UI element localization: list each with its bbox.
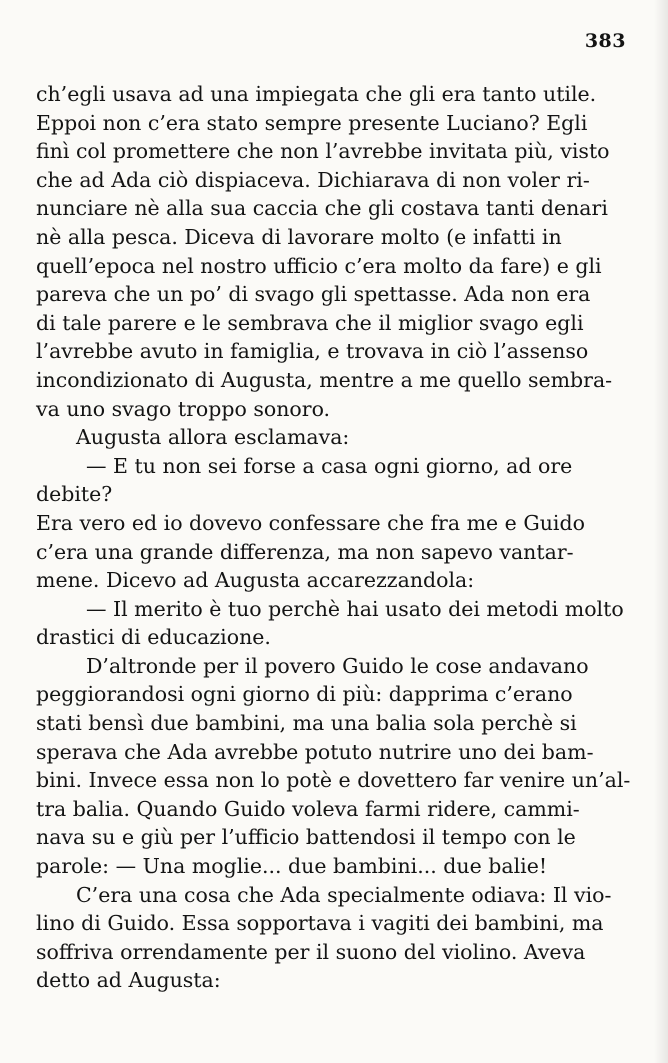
text-line: c’era una grande differenza, ma non sapevo vantar-	[36, 539, 574, 564]
text-line: D’altronde per il povero Guido le cose andavano	[86, 653, 589, 678]
body-text	[36, 80, 631, 995]
text-line: Eppoi non c’era stato sempre presente Luciano? Egli	[36, 110, 588, 135]
text-line: nunciare nè alla sua caccia che gli costava tanti denari	[36, 196, 608, 221]
text-line: pareva che un po’ di svago gli spettasse. Ada non era	[36, 282, 591, 307]
text-line: nè alla pesca. Diceva di lavorare molto (e infatti in	[36, 224, 562, 249]
text-line: debite?	[36, 482, 113, 507]
dialogue-line: — Il merito è tuo perchè hai usato dei metodi molto	[86, 596, 624, 621]
page-edge-shadow	[654, 0, 668, 1063]
text-line: drastici di educazione.	[36, 625, 271, 650]
text-line: lino di Guido. Essa sopportava i vagiti dei bambini, ma	[36, 911, 604, 936]
text-line: peggiorandosi ogni giorno di più: dapprima c’erano	[36, 682, 573, 707]
text-line: Era vero ed io dovevo confessare che fra me e Guido	[36, 510, 585, 535]
text-line: soffriva orrendamente per il suono del violino. Aveva	[36, 939, 586, 964]
text-line: sperava che Ada avrebbe potuto nutrire uno dei bam-	[36, 739, 594, 764]
text-line: ch’egli usava ad una impiegata che gli era tanto utile.	[36, 82, 597, 106]
text-line: nava su e giù per l’ufficio battendosi il tempo con le	[36, 825, 576, 850]
text-line: C’era una cosa che Ada specialmente odiava: Il vio-	[76, 882, 612, 907]
page-number: 383	[584, 30, 626, 52]
text-line: incondizionato di Augusta, mentre a me quello sembra-	[36, 367, 613, 392]
text-line: finì col promettere che non l’avrebbe invitata più, visto	[36, 139, 610, 164]
text-line: detto ad Augusta:	[36, 968, 221, 993]
text-line: l’avrebbe avuto in famiglia, e trovava in ciò l’assenso	[36, 339, 589, 364]
dialogue-line: — E tu non sei forse a casa ogni giorno, ad ore	[86, 453, 573, 478]
text-line: bini. Invece essa non lo potè e dovettero far venire un’al-	[36, 768, 631, 793]
text-line: di tale parere e le sembrava che il miglior svago egli	[36, 310, 584, 335]
text-line: va uno svago troppo sonoro.	[36, 396, 331, 421]
text-line: quell’epoca nel nostro ufficio c’era molto da fare) e gli	[36, 253, 602, 278]
text-line: mene. Dicevo ad Augusta accarezzandola:	[36, 568, 475, 593]
text-line: che ad Ada ciò dispiaceva. Dichiarava di non voler ri-	[36, 167, 590, 192]
text-line: stati bensì due bambini, ma una balia sola perchè si	[36, 711, 577, 736]
text-line: Augusta allora esclamava:	[76, 425, 350, 450]
text-line: parole: — Una moglie... due bambini... due balie!	[36, 854, 548, 879]
text-line: tra balia. Quando Guido voleva farmi ridere, cammi-	[36, 796, 580, 821]
